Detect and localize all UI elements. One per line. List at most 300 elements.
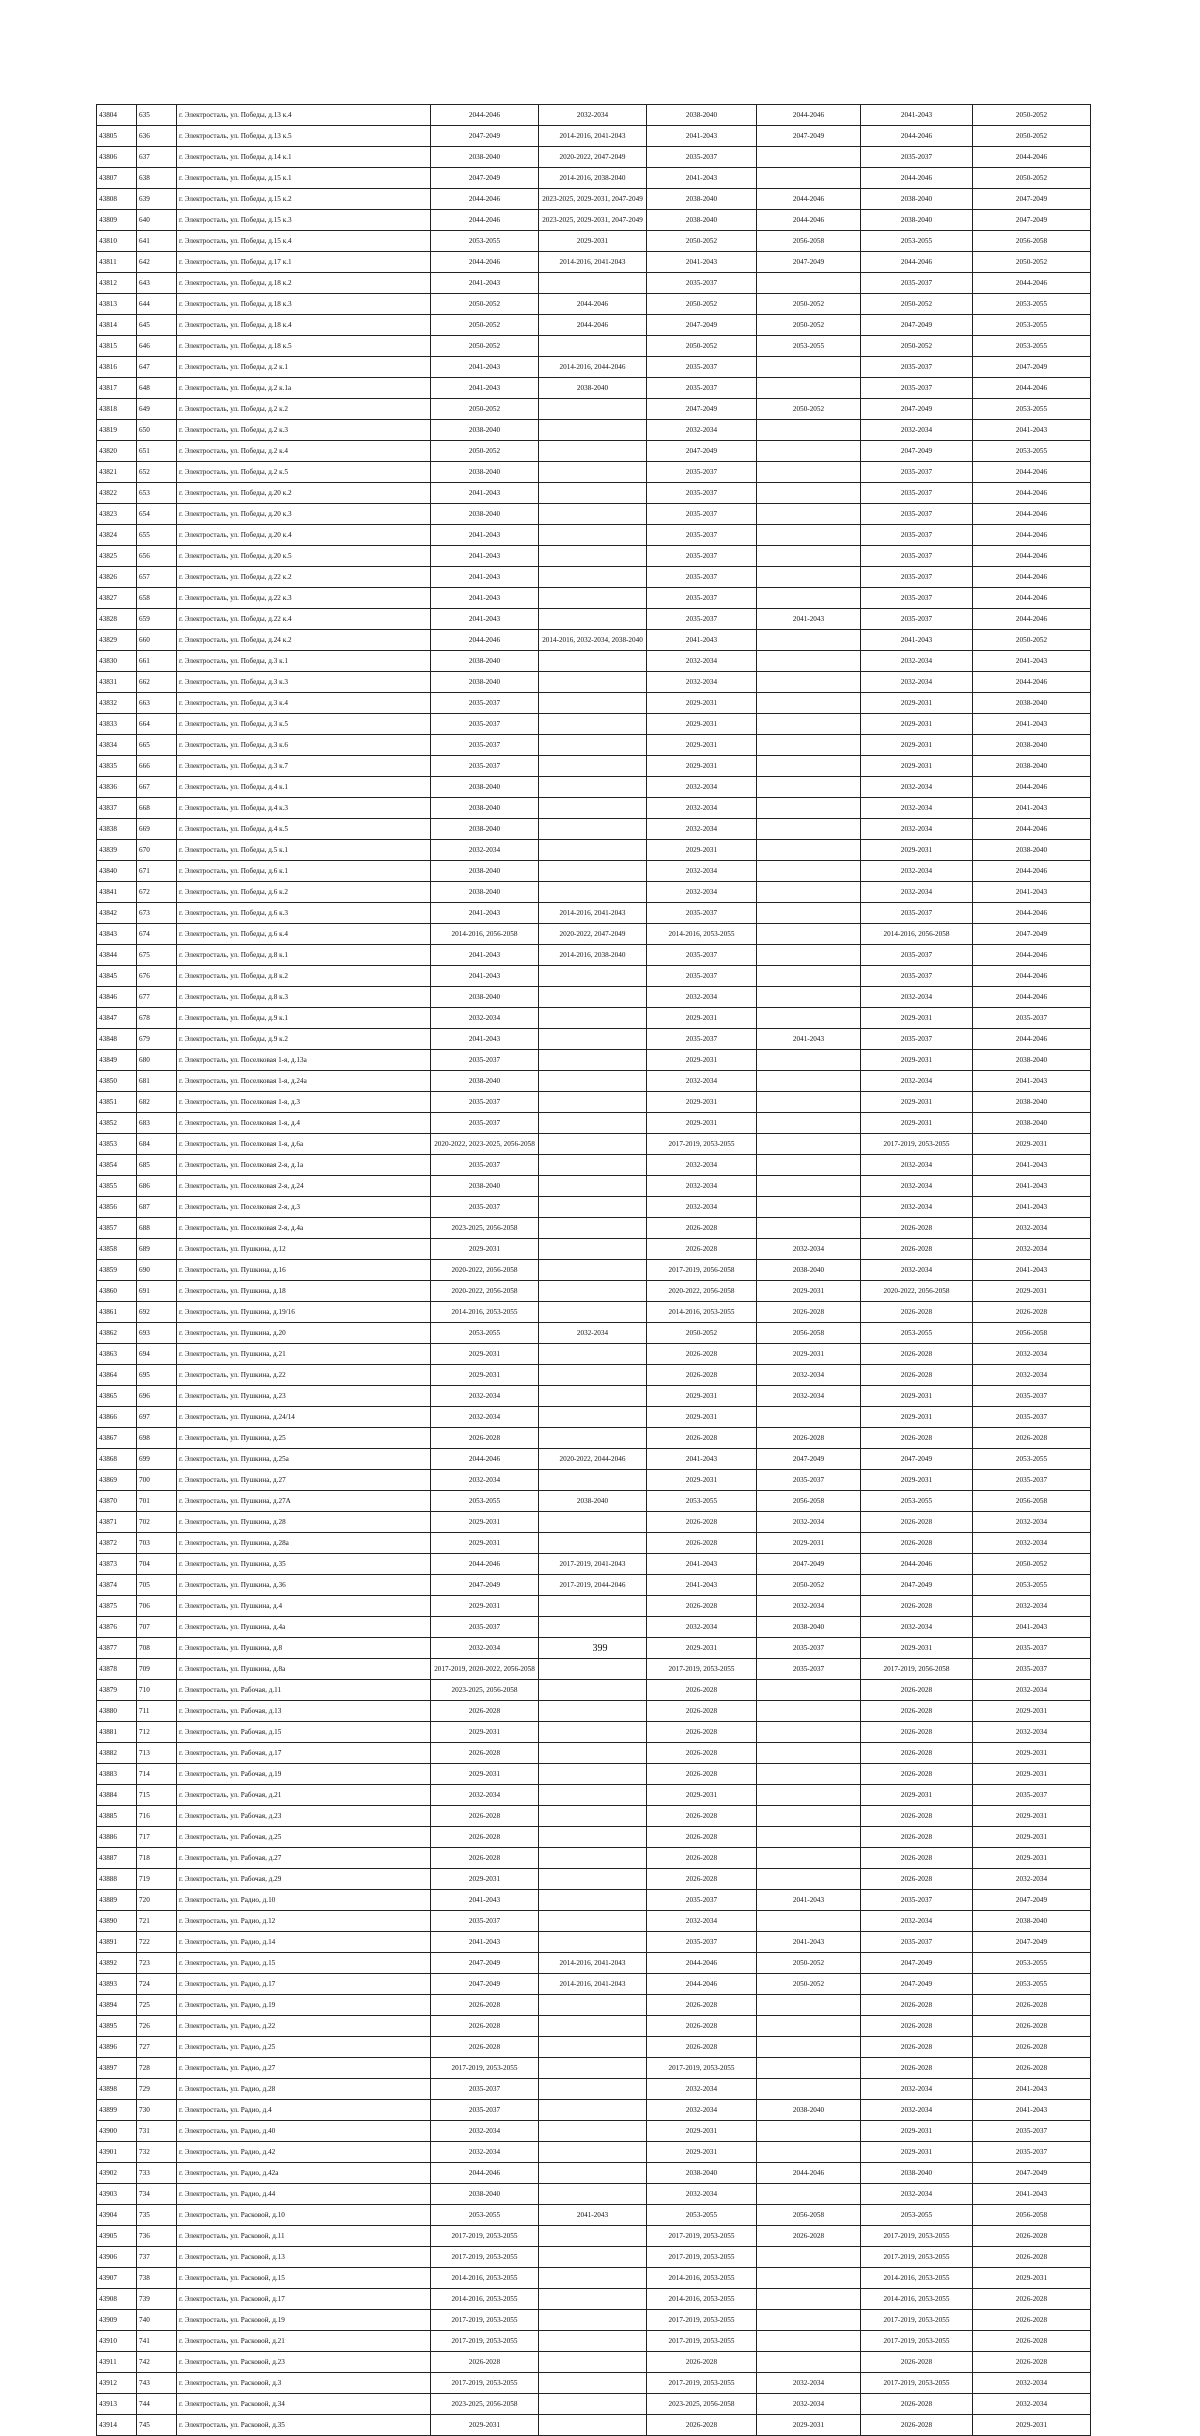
cell-row-number: 715	[137, 1785, 177, 1806]
cell-row-number: 708	[137, 1638, 177, 1659]
cell-period-5: 2035-2037	[861, 546, 973, 567]
table-row	[97, 840, 1091, 861]
cell-period-6: 2029-2031	[973, 1827, 1091, 1848]
cell-period-3: 2035-2037	[647, 609, 757, 630]
cell-period-1: 2017-2019, 2053-2055	[431, 2058, 539, 2079]
cell-period-2	[539, 1995, 647, 2016]
cell-address: г. Электросталь, ул. Рабочая, д.29	[177, 1869, 431, 1890]
cell-period-4: 2041-2043	[757, 1890, 861, 1911]
cell-period-6: 2053-2055	[973, 1953, 1091, 1974]
table-row	[97, 1575, 1091, 1596]
cell-period-1: 2038-2040	[431, 1071, 539, 1092]
table-row	[97, 315, 1091, 336]
cell-record-id: 43832	[97, 693, 137, 714]
cell-address: г. Электросталь, ул. Расковой, д.21	[177, 2331, 431, 2352]
cell-period-6: 2044-2046	[973, 777, 1091, 798]
cell-record-id: 43823	[97, 504, 137, 525]
cell-period-1: 2032-2034	[431, 2142, 539, 2163]
cell-address: г. Электросталь, ул. Победы, д.15 к.4	[177, 231, 431, 252]
table-row	[97, 987, 1091, 1008]
cell-row-number: 716	[137, 1806, 177, 1827]
cell-period-2	[539, 1092, 647, 1113]
cell-period-4	[757, 672, 861, 693]
cell-address: г. Электросталь, ул. Победы, д.3 к.6	[177, 735, 431, 756]
cell-address: г. Электросталь, ул. Рабочая, д.11	[177, 1680, 431, 1701]
cell-period-2	[539, 525, 647, 546]
cell-period-4	[757, 1218, 861, 1239]
cell-period-2: 2014-2016, 2041-2043	[539, 1953, 647, 1974]
cell-period-5: 2035-2037	[861, 504, 973, 525]
cell-period-2	[539, 1008, 647, 1029]
table-row	[97, 1974, 1091, 1995]
cell-address: г. Электросталь, ул. Победы, д.20 к.5	[177, 546, 431, 567]
schedule-table-body	[97, 105, 1091, 2436]
cell-period-1: 2041-2043	[431, 1932, 539, 1953]
cell-address: г. Электросталь, ул. Победы, д.22 к.3	[177, 588, 431, 609]
cell-period-1: 2032-2034	[431, 1785, 539, 1806]
cell-period-1: 2041-2043	[431, 273, 539, 294]
cell-record-id: 43873	[97, 1554, 137, 1575]
cell-period-5: 2029-2031	[861, 735, 973, 756]
cell-period-2: 2023-2025, 2029-2031, 2047-2049	[539, 189, 647, 210]
cell-period-4	[757, 777, 861, 798]
cell-period-4	[757, 378, 861, 399]
cell-period-6: 2038-2040	[973, 1092, 1091, 1113]
cell-address: г. Электросталь, ул. Расковой, д.19	[177, 2310, 431, 2331]
cell-period-3: 2017-2019, 2053-2055	[647, 2310, 757, 2331]
cell-record-id: 43844	[97, 945, 137, 966]
cell-row-number: 646	[137, 336, 177, 357]
cell-period-6: 2044-2046	[973, 609, 1091, 630]
cell-row-number: 729	[137, 2079, 177, 2100]
cell-period-4: 2026-2028	[757, 1428, 861, 1449]
cell-period-1: 2029-2031	[431, 1596, 539, 1617]
cell-period-4	[757, 1911, 861, 1932]
cell-period-6: 2038-2040	[973, 756, 1091, 777]
cell-record-id: 43869	[97, 1470, 137, 1491]
cell-period-3: 2029-2031	[647, 2121, 757, 2142]
cell-period-5: 2026-2028	[861, 1764, 973, 1785]
cell-period-4	[757, 861, 861, 882]
cell-period-2	[539, 1302, 647, 1323]
cell-period-2	[539, 693, 647, 714]
cell-period-4	[757, 1092, 861, 1113]
cell-period-4	[757, 651, 861, 672]
cell-period-2	[539, 2142, 647, 2163]
cell-row-number: 726	[137, 2016, 177, 2037]
table-row	[97, 189, 1091, 210]
cell-address: г. Электросталь, ул. Радио, д.25	[177, 2037, 431, 2058]
cell-period-6: 2026-2028	[973, 2352, 1091, 2373]
cell-address: г. Электросталь, ул. Победы, д.14 к.1	[177, 147, 431, 168]
table-row	[97, 1365, 1091, 1386]
cell-period-4	[757, 2331, 861, 2352]
cell-address: г. Электросталь, ул. Победы, д.2 к.5	[177, 462, 431, 483]
cell-period-3: 2032-2034	[647, 1176, 757, 1197]
cell-period-3: 2017-2019, 2053-2055	[647, 2226, 757, 2247]
table-row	[97, 1512, 1091, 1533]
cell-period-4	[757, 966, 861, 987]
cell-period-1: 2032-2034	[431, 1008, 539, 1029]
cell-record-id: 43859	[97, 1260, 137, 1281]
cell-record-id: 43866	[97, 1407, 137, 1428]
cell-period-6: 2041-2043	[973, 2100, 1091, 2121]
cell-record-id: 43908	[97, 2289, 137, 2310]
table-row	[97, 756, 1091, 777]
cell-address: г. Электросталь, ул. Радио, д.12	[177, 1911, 431, 1932]
cell-period-2	[539, 1785, 647, 1806]
cell-record-id: 43820	[97, 441, 137, 462]
cell-period-2	[539, 1659, 647, 1680]
cell-record-id: 43851	[97, 1092, 137, 1113]
cell-period-3: 2041-2043	[647, 1554, 757, 1575]
cell-period-5: 2026-2028	[861, 2016, 973, 2037]
cell-period-2	[539, 2247, 647, 2268]
cell-row-number: 651	[137, 441, 177, 462]
cell-address: г. Электросталь, ул. Радио, д.40	[177, 2121, 431, 2142]
cell-period-6: 2041-2043	[973, 714, 1091, 735]
cell-period-3: 2035-2037	[647, 567, 757, 588]
cell-period-2	[539, 1932, 647, 1953]
cell-period-6: 2029-2031	[973, 1134, 1091, 1155]
cell-address: г. Электросталь, ул. Победы, д.22 к.2	[177, 567, 431, 588]
table-row	[97, 2184, 1091, 2205]
cell-period-6: 2041-2043	[973, 1155, 1091, 1176]
cell-row-number: 720	[137, 1890, 177, 1911]
cell-period-6: 2056-2058	[973, 1323, 1091, 1344]
cell-period-5: 2032-2034	[861, 1176, 973, 1197]
cell-period-4: 2050-2052	[757, 1953, 861, 1974]
cell-period-5: 2047-2049	[861, 1575, 973, 1596]
cell-period-6: 2044-2046	[973, 672, 1091, 693]
table-row	[97, 1764, 1091, 1785]
cell-period-4	[757, 1134, 861, 1155]
cell-period-4: 2038-2040	[757, 2100, 861, 2121]
cell-period-2	[539, 1827, 647, 1848]
cell-period-4: 2044-2046	[757, 210, 861, 231]
cell-period-2	[539, 1869, 647, 1890]
cell-period-5: 2017-2019, 2053-2055	[861, 2310, 973, 2331]
cell-period-3: 2023-2025, 2056-2058	[647, 2394, 757, 2415]
cell-period-1: 2041-2043	[431, 567, 539, 588]
table-row	[97, 1239, 1091, 1260]
cell-period-1: 2044-2046	[431, 630, 539, 651]
cell-period-6: 2029-2031	[973, 2415, 1091, 2436]
table-row	[97, 126, 1091, 147]
cell-period-3: 2050-2052	[647, 231, 757, 252]
cell-period-3: 2026-2028	[647, 1806, 757, 1827]
cell-period-3: 2026-2028	[647, 1218, 757, 1239]
cell-address: г. Электросталь, ул. Пушкина, д.28а	[177, 1533, 431, 1554]
cell-address: г. Электросталь, ул. Победы, д.3 к.5	[177, 714, 431, 735]
cell-row-number: 742	[137, 2352, 177, 2373]
cell-period-2: 2014-2016, 2041-2043	[539, 252, 647, 273]
cell-period-1: 2035-2037	[431, 1113, 539, 1134]
cell-period-3: 2026-2028	[647, 1743, 757, 1764]
table-row	[97, 1050, 1091, 1071]
cell-period-1: 2050-2052	[431, 336, 539, 357]
cell-period-2	[539, 714, 647, 735]
cell-period-3: 2029-2031	[647, 2142, 757, 2163]
cell-address: г. Электросталь, ул. Расковой, д.10	[177, 2205, 431, 2226]
cell-row-number: 717	[137, 1827, 177, 1848]
cell-period-1: 2047-2049	[431, 1974, 539, 1995]
cell-row-number: 641	[137, 231, 177, 252]
cell-period-5: 2035-2037	[861, 273, 973, 294]
cell-period-5: 2026-2028	[861, 1512, 973, 1533]
cell-period-6: 2026-2028	[973, 1995, 1091, 2016]
cell-period-6: 2047-2049	[973, 1932, 1091, 1953]
cell-period-5: 2038-2040	[861, 210, 973, 231]
cell-period-1: 2035-2037	[431, 1092, 539, 1113]
page-number: 399	[592, 1643, 608, 1654]
table-row	[97, 1029, 1091, 1050]
cell-period-6: 2050-2052	[973, 168, 1091, 189]
cell-period-4: 2044-2046	[757, 2163, 861, 2184]
cell-period-6: 2044-2046	[973, 819, 1091, 840]
cell-period-6: 2026-2028	[973, 2226, 1091, 2247]
cell-period-2	[539, 756, 647, 777]
cell-row-number: 692	[137, 1302, 177, 1323]
cell-period-2	[539, 1197, 647, 1218]
cell-period-5: 2029-2031	[861, 1638, 973, 1659]
cell-period-5: 2026-2028	[861, 1995, 973, 2016]
cell-address: г. Электросталь, ул. Победы, д.22 к.4	[177, 609, 431, 630]
cell-address: г. Электросталь, ул. Поселковая 1-я, д.13а	[177, 1050, 431, 1071]
cell-record-id: 43910	[97, 2331, 137, 2352]
cell-record-id: 43858	[97, 1239, 137, 1260]
cell-address: г. Электросталь, ул. Радио, д.14	[177, 1932, 431, 1953]
cell-record-id: 43807	[97, 168, 137, 189]
cell-period-1: 2026-2028	[431, 2352, 539, 2373]
cell-row-number: 654	[137, 504, 177, 525]
cell-period-4: 2029-2031	[757, 2415, 861, 2436]
cell-record-id: 43857	[97, 1218, 137, 1239]
cell-period-6: 2050-2052	[973, 252, 1091, 273]
cell-address: г. Электросталь, ул. Победы, д.24 к.2	[177, 630, 431, 651]
table-row	[97, 1848, 1091, 1869]
cell-period-5: 2047-2049	[861, 399, 973, 420]
cell-record-id: 43891	[97, 1932, 137, 1953]
cell-period-2	[539, 1113, 647, 1134]
cell-period-5: 2017-2019, 2053-2055	[861, 2331, 973, 2352]
schedule-table-sheet	[96, 104, 1090, 2436]
cell-period-3: 2029-2031	[647, 1092, 757, 1113]
cell-period-4: 2056-2058	[757, 231, 861, 252]
cell-record-id: 43836	[97, 777, 137, 798]
cell-period-3: 2035-2037	[647, 546, 757, 567]
cell-period-1: 2038-2040	[431, 777, 539, 798]
cell-period-6: 2041-2043	[973, 1260, 1091, 1281]
cell-period-6: 2050-2052	[973, 1554, 1091, 1575]
cell-period-3: 2032-2034	[647, 1617, 757, 1638]
cell-period-1: 2038-2040	[431, 861, 539, 882]
cell-period-5: 2026-2028	[861, 1806, 973, 1827]
cell-period-5: 2032-2034	[861, 1197, 973, 1218]
cell-address: г. Электросталь, ул. Пушкина, д.23	[177, 1386, 431, 1407]
cell-period-4: 2032-2034	[757, 2373, 861, 2394]
cell-record-id: 43862	[97, 1323, 137, 1344]
cell-record-id: 43804	[97, 105, 137, 126]
cell-period-3: 2029-2031	[647, 714, 757, 735]
table-row	[97, 2100, 1091, 2121]
cell-address: г. Электросталь, ул. Победы, д.15 к.2	[177, 189, 431, 210]
table-row	[97, 294, 1091, 315]
cell-period-5: 2026-2028	[861, 1701, 973, 1722]
cell-period-1: 2035-2037	[431, 1050, 539, 1071]
cell-period-6: 2032-2034	[973, 1365, 1091, 1386]
cell-row-number: 669	[137, 819, 177, 840]
cell-period-6: 2044-2046	[973, 378, 1091, 399]
cell-period-3: 2035-2037	[647, 504, 757, 525]
cell-period-1: 2020-2022, 2056-2058	[431, 1260, 539, 1281]
cell-record-id: 43897	[97, 2058, 137, 2079]
cell-period-2	[539, 1134, 647, 1155]
cell-period-5: 2044-2046	[861, 1554, 973, 1575]
cell-period-1: 2017-2019, 2053-2055	[431, 2226, 539, 2247]
cell-period-1: 2038-2040	[431, 147, 539, 168]
cell-address: г. Электросталь, ул. Пушкина, д.12	[177, 1239, 431, 1260]
cell-address: г. Электросталь, ул. Победы, д.15 к.1	[177, 168, 431, 189]
cell-record-id: 43911	[97, 2352, 137, 2373]
cell-period-1: 2050-2052	[431, 399, 539, 420]
table-row	[97, 1995, 1091, 2016]
cell-period-3: 2026-2028	[647, 1995, 757, 2016]
cell-record-id: 43909	[97, 2310, 137, 2331]
cell-address: г. Электросталь, ул. Расковой, д.13	[177, 2247, 431, 2268]
cell-address: г. Электросталь, ул. Победы, д.20 к.4	[177, 525, 431, 546]
cell-address: г. Электросталь, ул. Пушкина, д.21	[177, 1344, 431, 1365]
cell-period-2	[539, 735, 647, 756]
cell-address: г. Электросталь, ул. Победы, д.2 к.4	[177, 441, 431, 462]
cell-period-3: 2041-2043	[647, 1575, 757, 1596]
table-row	[97, 777, 1091, 798]
cell-period-3: 2026-2028	[647, 1722, 757, 1743]
cell-address: г. Электросталь, ул. Радио, д.42	[177, 2142, 431, 2163]
cell-address: г. Электросталь, ул. Радио, д.17	[177, 1974, 431, 1995]
cell-period-6: 2032-2034	[973, 1218, 1091, 1239]
cell-row-number: 713	[137, 1743, 177, 1764]
cell-period-5: 2050-2052	[861, 294, 973, 315]
cell-period-6: 2053-2055	[973, 441, 1091, 462]
cell-period-3: 2026-2028	[647, 1365, 757, 1386]
cell-period-4: 2047-2049	[757, 1554, 861, 1575]
cell-period-4	[757, 2268, 861, 2289]
cell-period-5: 2032-2034	[861, 798, 973, 819]
cell-period-3: 2035-2037	[647, 378, 757, 399]
cell-period-5: 2032-2034	[861, 672, 973, 693]
cell-address: г. Электросталь, ул. Пушкина, д.22	[177, 1365, 431, 1386]
cell-period-1: 2041-2043	[431, 903, 539, 924]
cell-address: г. Электросталь, ул. Победы, д.15 к.3	[177, 210, 431, 231]
cell-period-6: 2041-2043	[973, 1617, 1091, 1638]
cell-address: г. Электросталь, ул. Пушкина, д.28	[177, 1512, 431, 1533]
cell-period-2: 2038-2040	[539, 378, 647, 399]
cell-record-id: 43845	[97, 966, 137, 987]
cell-period-1: 2044-2046	[431, 252, 539, 273]
table-row	[97, 630, 1091, 651]
cell-period-2: 2029-2031	[539, 231, 647, 252]
cell-address: г. Электросталь, ул. Радио, д.15	[177, 1953, 431, 1974]
cell-period-5: 2029-2031	[861, 693, 973, 714]
table-row	[97, 1596, 1091, 1617]
cell-period-4: 2032-2034	[757, 1596, 861, 1617]
cell-period-4: 2056-2058	[757, 1323, 861, 1344]
cell-address: г. Электросталь, ул. Победы, д.9 к.2	[177, 1029, 431, 1050]
cell-period-2	[539, 2121, 647, 2142]
cell-period-2: 2044-2046	[539, 294, 647, 315]
cell-row-number: 698	[137, 1428, 177, 1449]
cell-period-2	[539, 1407, 647, 1428]
cell-period-4: 2032-2034	[757, 1239, 861, 1260]
cell-period-1: 2032-2034	[431, 1638, 539, 1659]
cell-period-2	[539, 1533, 647, 1554]
cell-address: г. Электросталь, ул. Расковой, д.11	[177, 2226, 431, 2247]
cell-period-2	[539, 966, 647, 987]
cell-record-id: 43821	[97, 462, 137, 483]
cell-period-2	[539, 2058, 647, 2079]
cell-period-1: 2041-2043	[431, 966, 539, 987]
cell-record-id: 43810	[97, 231, 137, 252]
cell-period-1: 2026-2028	[431, 1701, 539, 1722]
cell-record-id: 43852	[97, 1113, 137, 1134]
cell-period-6: 2035-2037	[973, 1008, 1091, 1029]
table-row	[97, 1743, 1091, 1764]
cell-period-4	[757, 1995, 861, 2016]
cell-period-5: 2029-2031	[861, 1407, 973, 1428]
cell-record-id: 43827	[97, 588, 137, 609]
cell-period-1: 2032-2034	[431, 1386, 539, 1407]
cell-record-id: 43883	[97, 1764, 137, 1785]
cell-record-id: 43828	[97, 609, 137, 630]
cell-record-id: 43849	[97, 1050, 137, 1071]
cell-period-3: 2029-2031	[647, 1113, 757, 1134]
cell-period-2	[539, 651, 647, 672]
table-row	[97, 1659, 1091, 1680]
cell-address: г. Электросталь, ул. Пушкина, д.4	[177, 1596, 431, 1617]
table-row	[97, 273, 1091, 294]
cell-row-number: 657	[137, 567, 177, 588]
cell-record-id: 43840	[97, 861, 137, 882]
cell-period-4	[757, 2121, 861, 2142]
cell-row-number: 682	[137, 1092, 177, 1113]
cell-period-2: 2032-2034	[539, 105, 647, 126]
cell-period-3: 2026-2028	[647, 1869, 757, 1890]
cell-period-6: 2038-2040	[973, 840, 1091, 861]
cell-record-id: 43901	[97, 2142, 137, 2163]
cell-record-id: 43914	[97, 2415, 137, 2436]
cell-row-number: 734	[137, 2184, 177, 2205]
cell-period-3: 2041-2043	[647, 630, 757, 651]
cell-row-number: 691	[137, 1281, 177, 1302]
cell-period-2	[539, 2331, 647, 2352]
cell-period-3: 2026-2028	[647, 1848, 757, 1869]
cell-period-5: 2035-2037	[861, 903, 973, 924]
cell-period-1: 2029-2031	[431, 2415, 539, 2436]
cell-row-number: 739	[137, 2289, 177, 2310]
cell-period-2: 2041-2043	[539, 2205, 647, 2226]
cell-period-3: 2026-2028	[647, 2037, 757, 2058]
cell-period-4: 2038-2040	[757, 1260, 861, 1281]
table-row	[97, 210, 1091, 231]
cell-period-5: 2050-2052	[861, 336, 973, 357]
cell-period-4	[757, 1785, 861, 1806]
cell-period-6: 2050-2052	[973, 126, 1091, 147]
cell-period-5: 2026-2028	[861, 1239, 973, 1260]
cell-period-6: 2044-2046	[973, 273, 1091, 294]
cell-period-4	[757, 735, 861, 756]
cell-record-id: 43877	[97, 1638, 137, 1659]
